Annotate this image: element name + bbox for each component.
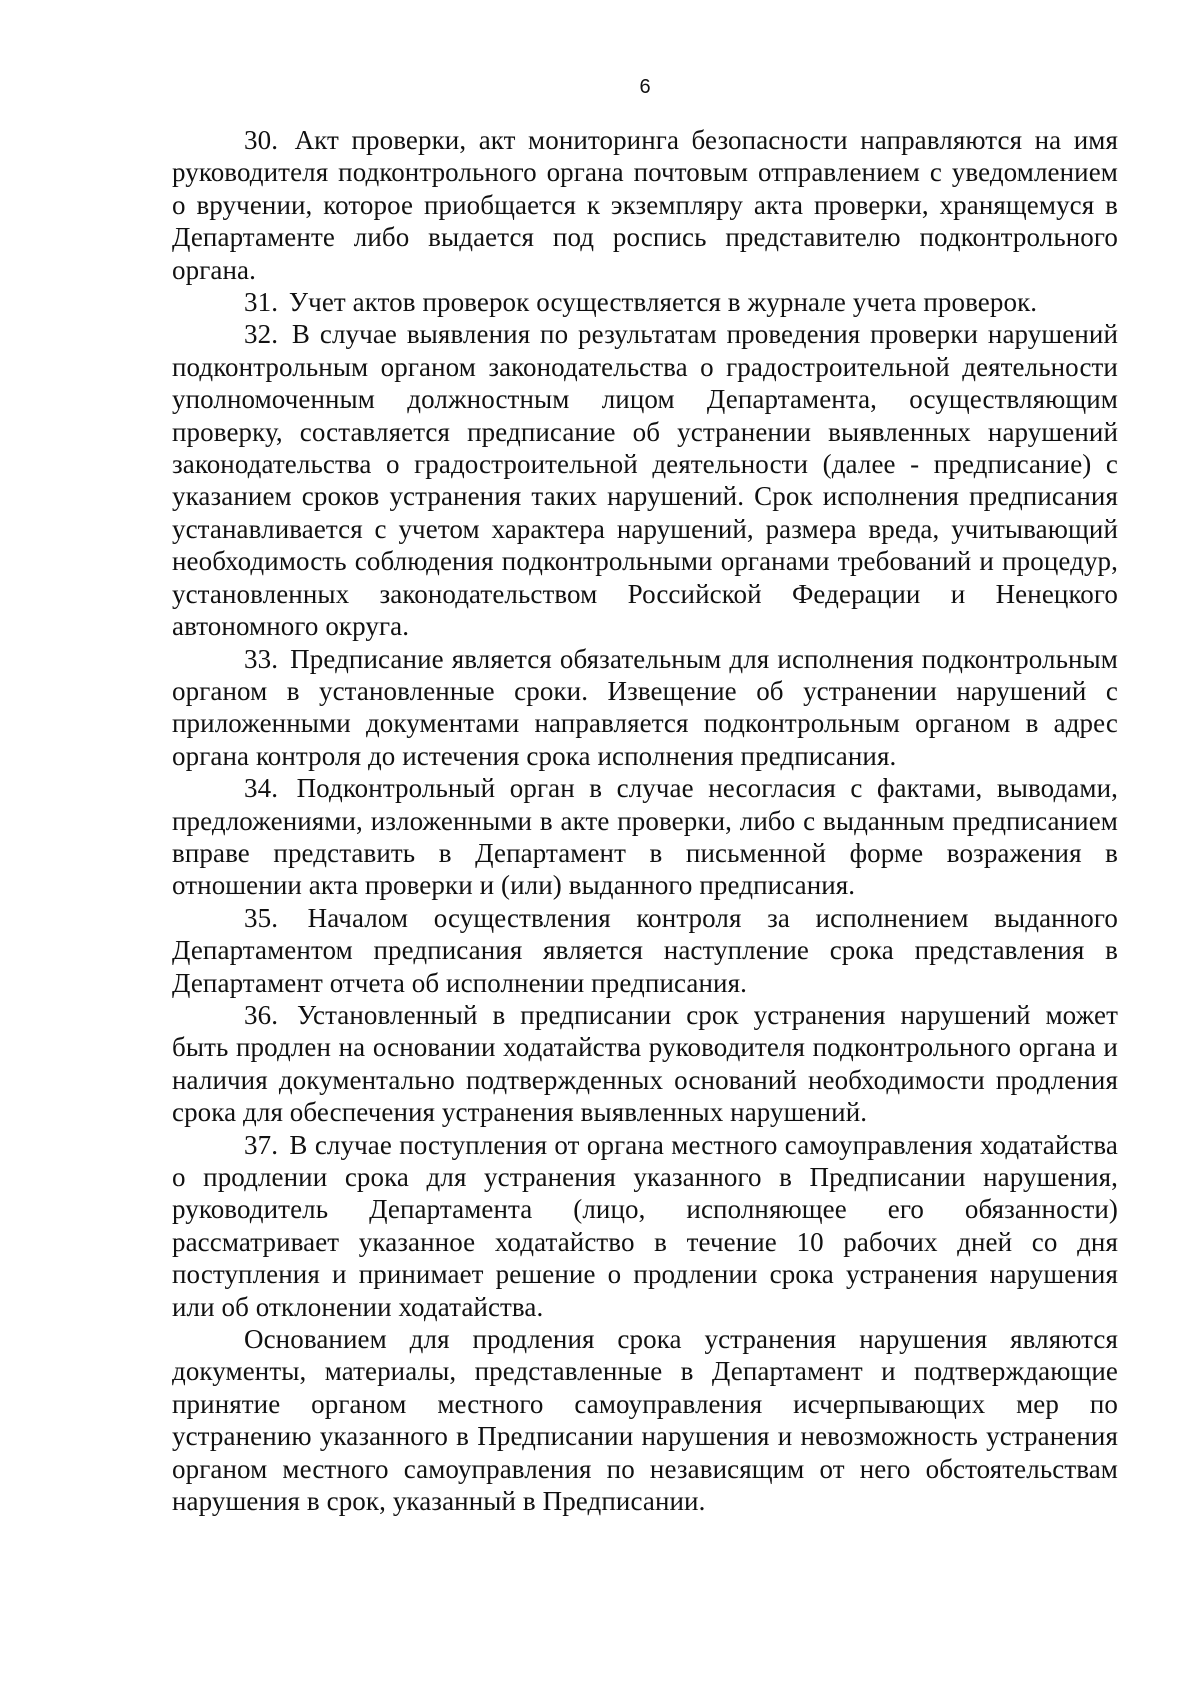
paragraph-37-continuation bbox=[172, 1323, 1118, 1517]
paragraph-text: Началом осуществления контроля за исполнением выданного Департаментом предписания является наступление срока представления в Департамент отчета об исполнении предписания. bbox=[172, 902, 1118, 998]
paragraph-32 bbox=[172, 318, 1118, 642]
paragraph-34 bbox=[172, 772, 1118, 902]
paragraph-number: 30. bbox=[244, 125, 279, 155]
paragraph-text: Подконтрольный орган в случае несогласия с фактами, выводами, предложениями, изложенными в акте проверки, либо с выданным предписанием вправе представить в Департамент в письменной форме возражения в отношении акта проверки и (или) выданного предписания. bbox=[172, 773, 1118, 901]
paragraph-text: В случае выявления по результатам проведения проверки нарушений подконтрольным органом законодательства о градостроительной деятельности уполномоченным должностным лицом Департамента, осуществляющим проверку, составляется предписание об устранении выявленных нарушений законодательства о градостроительной деятельности (далее - предписание) с указанием сроков устранения таких нарушений. Срок исполнения предписания устанавливается с учетом характера нарушений, размера вреда, учитывающий необходимость соблюдения подконтрольными органами требований и процедур, установленных законодательством Российской Федерации и Ненецкого автономного округа. bbox=[172, 319, 1118, 642]
paragraph-text: Акт проверки, акт мониторинга безопасности направляются на имя руководителя подконтрольного органа почтовым отправлением с уведомлением о вручении, которое приобщается к экземпляру акта проверки, хранящемуся в Департаменте либо выдается под роспись представителю подконтрольного органа. bbox=[172, 125, 1118, 285]
paragraph-number: 33. bbox=[244, 643, 279, 674]
paragraph-36 bbox=[172, 999, 1118, 1129]
paragraph-number: 37. bbox=[244, 1129, 279, 1160]
paragraph-number: 35. bbox=[244, 902, 279, 933]
paragraph-33 bbox=[172, 643, 1118, 773]
page-number: 6 bbox=[639, 76, 651, 98]
paragraph-35 bbox=[172, 902, 1118, 999]
paragraph-text: В случае поступления от органа местного самоуправления ходатайства о продлении срока для устранения указанного в Предписании нарушения, руководитель Департамента (лицо, исполняющее его обязанности) рассматривает указанное ходатайство в течение 10 рабочих дней со дня поступления и принимает решение о продлении срока устранения нарушения или об отклонении ходатайства. bbox=[172, 1129, 1118, 1322]
paragraph-text: Предписание является обязательным для исполнения подконтрольным органом в установленные сроки. Извещение об устранении нарушений с приложенными документами направляется подконтрольным органом в адрес органа контроля до истечения срока исполнения предписания. bbox=[172, 643, 1118, 771]
paragraph-text: Установленный в предписании срок устранения нарушений может быть продлен на основании ходатайства руководителя подконтрольного органа и наличия документально подтвержденных оснований необходимости продления срока для обеспечения устранения выявленных нарушений. bbox=[172, 999, 1118, 1128]
paragraph-number: 34. bbox=[244, 773, 279, 804]
paragraph-31 bbox=[172, 286, 1118, 318]
paragraph-30 bbox=[172, 124, 1118, 286]
paragraph-number: 31. bbox=[244, 287, 279, 318]
paragraph-text: Учет актов проверок осуществляется в журнале учета проверок. bbox=[288, 287, 1038, 318]
paragraph-number: 36. bbox=[244, 999, 279, 1030]
document-body bbox=[172, 124, 1118, 1517]
paragraph-37 bbox=[172, 1129, 1118, 1323]
paragraph-number: 32. bbox=[244, 319, 279, 350]
paragraph-text: Основанием для продления срока устранения нарушения являются документы, материалы, представленные в Департамент и подтверждающие принятие органом местного самоуправления исчерпывающих мер по устранению указанного в Предписании нарушения и невозможность устранения органом местного самоуправления по независящим от него обстоятельствам нарушения в срок, указанный в Предписании. bbox=[172, 1324, 1118, 1517]
